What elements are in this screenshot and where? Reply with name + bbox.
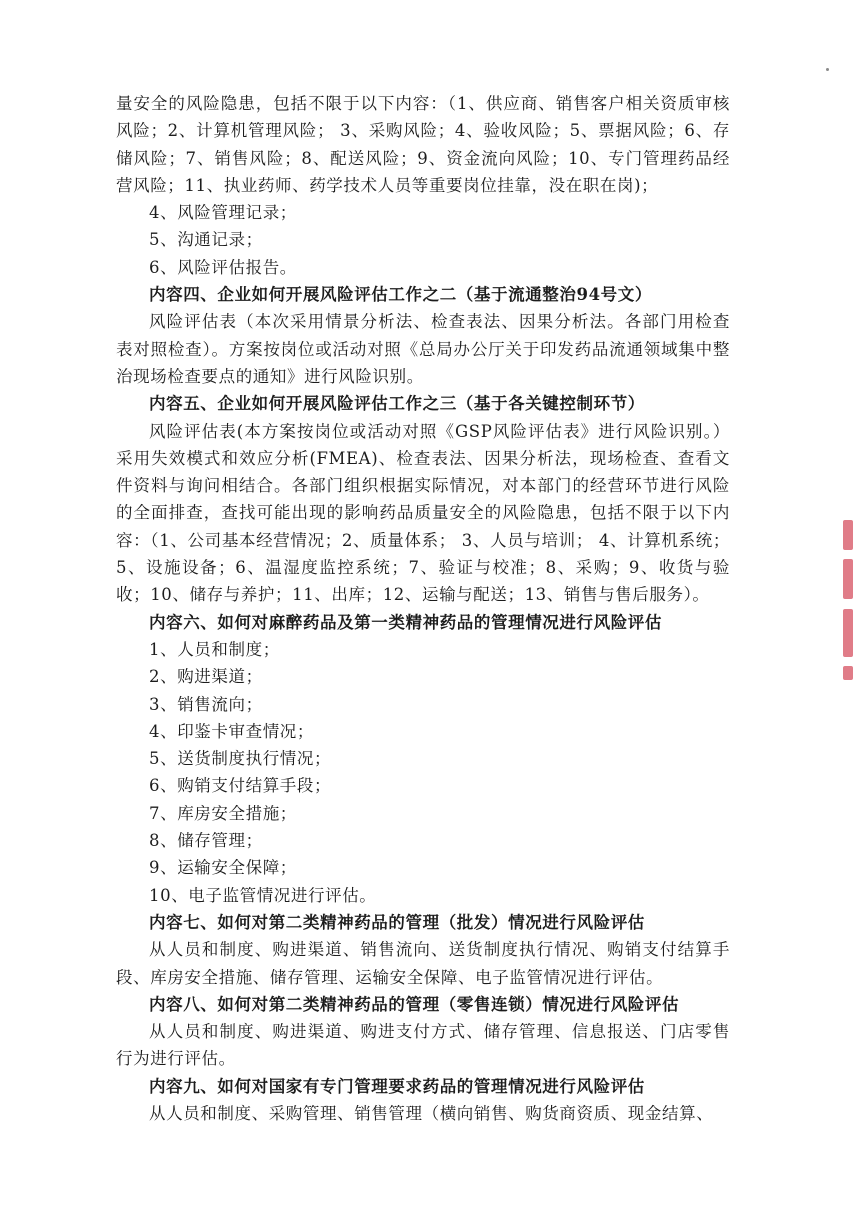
stamp-fragment xyxy=(843,559,853,599)
body-paragraph: 从人员和制度、购进渠道、购进支付方式、储存管理、信息报送、门店零售行为进行评估。 xyxy=(116,1022,730,1069)
body-paragraph: 从人员和制度、购进渠道、销售流向、送货制度执行情况、购销支付结算手段、库房安全措施、储存管理、运输安全保障、电子监管情况进行评估。 xyxy=(116,940,730,987)
stamp-fragment xyxy=(843,666,853,680)
scan-speck xyxy=(826,68,829,71)
list-item: 2、购进渠道； xyxy=(149,667,263,687)
list-item: 8、储存管理； xyxy=(149,831,263,851)
list-item: 10、电子监管情况进行评估。 xyxy=(149,885,377,905)
list-item: 5、沟通记录； xyxy=(149,230,263,250)
section-heading: 内容九、如何对国家有专门管理要求药品的管理情况进行风险评估 xyxy=(149,1076,645,1096)
list-item: 1、人员和制度； xyxy=(149,639,280,659)
section-heading: 内容六、如何对麻醉药品及第一类精神药品的管理情况进行风险评估 xyxy=(149,612,662,632)
stamp-fragment xyxy=(843,520,853,550)
section-heading: 内容八、如何对第二类精神药品的管理（零售连锁）情况进行风险评估 xyxy=(149,994,680,1014)
section-heading: 内容七、如何对第二类精神药品的管理（批发）情况进行风险评估 xyxy=(149,912,645,932)
list-item: 6、购销支付结算手段； xyxy=(149,776,332,796)
list-item: 4、印鉴卡审查情况； xyxy=(149,721,314,741)
list-item: 4、风险管理记录； xyxy=(149,203,297,223)
stamp-fragment xyxy=(843,609,853,657)
list-item: 5、送货制度执行情况； xyxy=(149,749,332,769)
body-paragraph: 量安全的风险隐患，包括不限于以下内容：（1、供应商、销售客户相关资质审核风险；2、计算机管理风险； 3、采购风险；4、验收风险；5、票据风险；6、存储风险；7、销售风险；8、配送风险；9、资金流向风险；10、专门管理药品经营风险；11、执业药师、药学技术人员等重要岗位挂靠，没在职在岗)； xyxy=(116,94,730,195)
body-paragraph: 风险评估表（本次采用情景分析法、检查表法、因果分析法。各部门用检查表对照检查）。方案按岗位或活动对照《总局办公厅关于印发药品流通领域集中整治现场检查要点的通知》进行风险识别。 xyxy=(116,312,730,386)
list-item: 7、库房安全措施； xyxy=(149,803,297,823)
body-paragraph: 从人员和制度、采购管理、销售管理（横向销售、购货商资质、现金结算、 xyxy=(149,1103,714,1123)
document-body xyxy=(116,90,730,1127)
seal-stamp-edge xyxy=(836,520,860,680)
list-item: 3、销售流向； xyxy=(149,694,263,714)
list-item: 6、风险评估报告。 xyxy=(149,257,297,277)
body-paragraph: 风险评估表(本方案按岗位或活动对照《GSP风险评估表》进行风险识别。）采用失效模式和效应分析(FMEA)、检查表法、因果分析法，现场检查、查看文件资料与询问相结合。各部门组织根据实际情况，对本部门的经营环节进行风险的全面排查，查找可能出现的影响药品质量安全的风险隐患，包括不限于以下内容：（1、公司基本经营情况；2、质量体系； 3、人员与培训； 4、计算机系统；5、设施设备；6、温湿度监控系统；7、验证与校准；8、采购；9、收货与验收；10、储存与养护；11、出库；12、运输与配送；13、销售与售后服务）。 xyxy=(116,421,730,605)
section-heading: 内容五、企业如何开展风险评估工作之三（基于各关键控制环节） xyxy=(149,394,645,414)
section-heading: 内容四、企业如何开展风险评估工作之二（基于流通整治94号文） xyxy=(149,285,652,305)
list-item: 9、运输安全保障； xyxy=(149,858,297,878)
